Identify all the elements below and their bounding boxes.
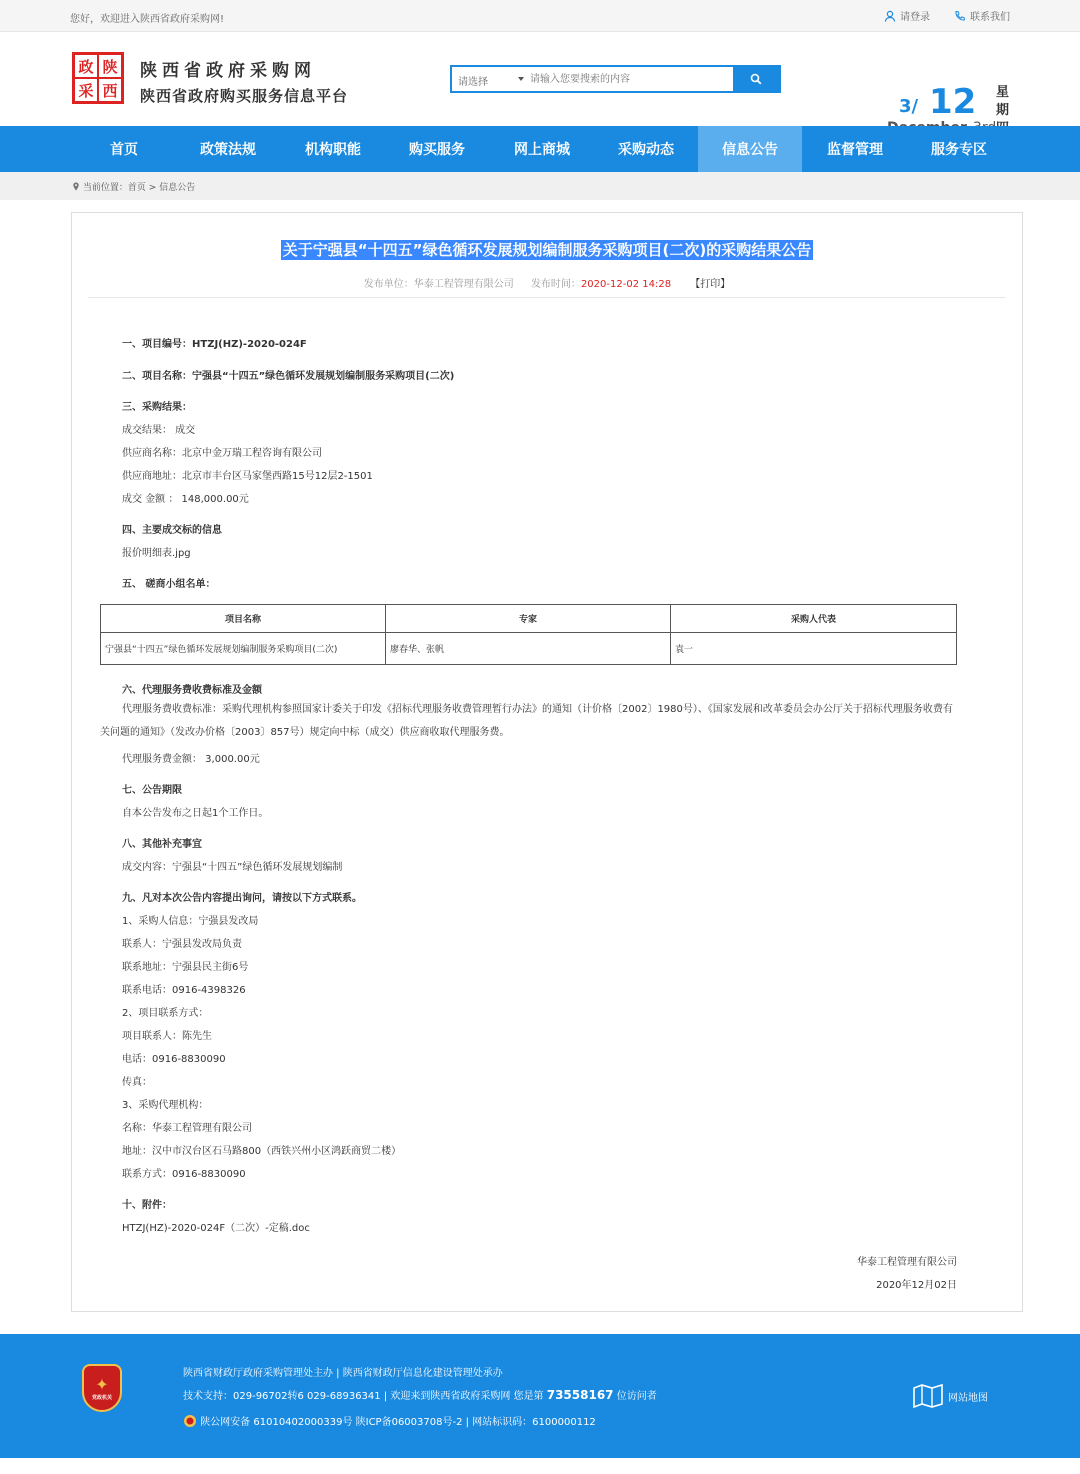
search-category-select[interactable]: 请选择 bbox=[452, 67, 524, 91]
site-logo[interactable] bbox=[72, 52, 124, 104]
attachment-price-list[interactable]: 报价明细表.jpg bbox=[122, 548, 191, 559]
table-header: 项目名称 bbox=[101, 605, 386, 633]
table-row bbox=[101, 633, 957, 665]
contact-line: 名称：华泰工程管理有限公司 bbox=[122, 1123, 252, 1134]
table-header-row bbox=[101, 605, 957, 633]
contact-link[interactable] bbox=[954, 8, 1010, 23]
publish-time: 2020-12-02 14:28 bbox=[580, 279, 672, 290]
nav-item-functions[interactable]: 机构职能 bbox=[305, 142, 361, 158]
footer-support bbox=[183, 1387, 657, 1402]
sitemap-label: 网站地图 bbox=[948, 1392, 988, 1404]
phone-icon bbox=[954, 10, 966, 22]
top-links bbox=[884, 8, 1010, 23]
search-icon bbox=[750, 73, 762, 85]
contact-line: 2、项目联系方式： bbox=[122, 1008, 209, 1019]
result-status: 成交结果： 成交 bbox=[122, 425, 196, 436]
contact-label: 联系我们 bbox=[970, 12, 1010, 23]
footer-visitor-suffix: 位访问者 bbox=[613, 1391, 657, 1402]
footer-record bbox=[183, 1413, 596, 1428]
nav-item-services[interactable]: 购买服务 bbox=[409, 142, 465, 158]
footer bbox=[0, 1334, 1080, 1458]
other-text: 成交内容：宁强县“十四五”绿色循环发展规划编制 bbox=[122, 862, 343, 873]
main-nav bbox=[0, 126, 1080, 172]
section-panel-heading: 五、 磋商小组名单： bbox=[122, 579, 216, 590]
contact-line: 地址：汉中市汉台区石马路800（西铁兴州小区鸿跃商贸二楼） bbox=[122, 1146, 402, 1157]
section-project-no: 一、项目编号：HTZJ(HZ)-2020-024F bbox=[122, 339, 307, 350]
nav-item-home[interactable]: 首页 bbox=[110, 142, 138, 158]
badge-emblem-icon: ✦ bbox=[95, 1375, 109, 1394]
breadcrumb bbox=[0, 172, 1080, 200]
signature-date: 2020年12月02日 bbox=[876, 1280, 957, 1291]
section-result-heading: 三、采购结果： bbox=[122, 402, 192, 413]
period-text: 自本公告发布之日起1个工作日。 bbox=[122, 808, 269, 819]
contact-line: 项目联系人：陈先生 bbox=[122, 1031, 212, 1042]
nav-item-supervision[interactable]: 监督管理 bbox=[827, 142, 883, 158]
weekday: 星期 bbox=[996, 85, 1010, 118]
article-meta bbox=[72, 275, 1022, 290]
footer-record-text: 陕公网安备 61010402000339号 陕ICP备06003708号-2 | 网站标识码：6100000112 bbox=[200, 1417, 596, 1428]
table-cell: 廖春华、张帆 bbox=[386, 633, 671, 665]
section-fee-heading: 六、代理服务费收费标准及金额 bbox=[122, 685, 262, 696]
date-day: 12 bbox=[929, 82, 977, 122]
breadcrumb-prefix: 当前位置： bbox=[82, 183, 128, 193]
footer-organizer: 陕西省财政厅政府采购管理处主办 | 陕西省财政厅信息化建设管理处承办 bbox=[183, 1368, 503, 1379]
search-button[interactable] bbox=[733, 67, 779, 91]
breadcrumb-separator: > bbox=[148, 183, 157, 193]
publish-time-label: 发布时间： bbox=[530, 279, 581, 290]
search-bar bbox=[450, 65, 781, 93]
login-link[interactable] bbox=[884, 8, 930, 23]
contact-line: 联系电话：0916-4398326 bbox=[122, 985, 246, 996]
sitemap-link[interactable] bbox=[912, 1382, 988, 1410]
signature-org: 华泰工程管理有限公司 bbox=[857, 1257, 957, 1268]
supplier-address: 供应商地址：北京市丰台区马家堡西路15号12层2-1501 bbox=[122, 471, 373, 482]
fee-amount: 代理服务费金额： 3,000.00元 bbox=[122, 754, 260, 765]
site-name bbox=[140, 56, 348, 106]
date-month-number: 3/ bbox=[899, 96, 919, 117]
top-bar bbox=[0, 0, 1080, 32]
location-pin-icon bbox=[72, 182, 80, 191]
breadcrumb-current[interactable]: 信息公告 bbox=[159, 183, 196, 193]
contact-line: 1、采购人信息：宁强县发改局 bbox=[122, 916, 259, 927]
logo-char: 政 bbox=[75, 55, 97, 77]
nav-item-policy[interactable]: 政策法规 bbox=[200, 142, 256, 158]
section-contact-heading: 九、凡对本次公告内容提出询问，请按以下方式联系。 bbox=[122, 893, 362, 904]
section-attachment-heading: 十、附件： bbox=[122, 1200, 172, 1211]
article-title-wrap bbox=[72, 239, 1022, 260]
map-icon bbox=[912, 1382, 944, 1410]
nav-item-mall[interactable]: 网上商城 bbox=[514, 142, 570, 158]
logo-char: 西 bbox=[99, 79, 121, 101]
nav-item-announcements[interactable]: 信息公告 bbox=[698, 126, 802, 172]
nav-item-news[interactable]: 采购动态 bbox=[618, 142, 674, 158]
footer-support-text: 技术支持：029-96702转6 029-68936341 | 欢迎来到陕西省政府采购网 您是第 bbox=[183, 1391, 547, 1402]
section-other-heading: 八、其他补充事宜 bbox=[122, 839, 202, 850]
table-cell: 袁一 bbox=[671, 633, 957, 665]
table-cell: 宁强县“十四五”绿色循环发展规划编制服务采购项目(二次) bbox=[101, 633, 386, 665]
contact-line: 电话：0916-8830090 bbox=[122, 1054, 226, 1065]
police-badge-icon bbox=[183, 1414, 197, 1428]
deal-amount: 成交 金额 ： 148,000.00元 bbox=[122, 494, 249, 505]
breadcrumb-home[interactable]: 首页 bbox=[127, 183, 146, 193]
publisher: 发布单位：华泰工程管理有限公司 bbox=[363, 279, 514, 290]
fee-standard-text: 代理服务费收费标准：采购代理机构参照国家计委关于印发《招标代理服务收费管理暂行办法》的通知（计价格〔2002〕1980号）、《国家发展和改革委员会办公厅关于招标代理服务收费有关问题的通知》（发改办价格〔2003〕857号）规定向中标（成交）供应商收取代理服务费。 bbox=[100, 704, 953, 738]
user-icon bbox=[884, 10, 896, 22]
logo-char: 采 bbox=[75, 79, 97, 101]
search-input[interactable] bbox=[524, 67, 733, 91]
article-title: 关于宁强县“十四五”绿色循环发展规划编制服务采购项目(二次)的采购结果公告 bbox=[282, 241, 812, 259]
welcome-text: 您好，欢迎进入陕西省政府采购网! bbox=[70, 14, 225, 25]
contact-line: 3、采购代理机构： bbox=[122, 1100, 209, 1111]
contact-line: 联系地址：宁强县民主街6号 bbox=[122, 962, 249, 973]
title-divider bbox=[88, 297, 1006, 298]
site-name-sub: 陕西省政府购买服务信息平台 bbox=[140, 87, 349, 105]
panel-table bbox=[100, 604, 957, 665]
table-header: 采购人代表 bbox=[671, 605, 957, 633]
login-label: 请登录 bbox=[900, 12, 930, 23]
contact-line: 联系方式：0916-8830090 bbox=[122, 1169, 246, 1180]
contact-line: 传真： bbox=[122, 1077, 152, 1088]
logo-char: 陕 bbox=[99, 55, 121, 77]
nav-item-service-zone[interactable]: 服务专区 bbox=[931, 142, 987, 158]
contact-line: 联系人：宁强县发改局负责 bbox=[122, 939, 242, 950]
visitor-count: 73558167 bbox=[546, 1388, 614, 1402]
site-name-main: 陕西省政府采购网 bbox=[140, 61, 316, 81]
section-subject-heading: 四、主要成交标的信息 bbox=[122, 525, 222, 536]
supplier-name: 供应商名称：北京中金万瑞工程咨询有限公司 bbox=[122, 448, 322, 459]
article-panel bbox=[71, 212, 1023, 1312]
section-period-heading: 七、公告期限 bbox=[122, 785, 182, 796]
badge-text: 党政机关 bbox=[91, 1395, 112, 1401]
print-link[interactable]: 【打印】 bbox=[690, 279, 731, 290]
attachment-doc[interactable]: HTZJ(HZ)-2020-024F（二次）-定稿.doc bbox=[122, 1223, 310, 1234]
section-project-name: 二、项目名称：宁强县“十四五”绿色循环发展规划编制服务采购项目(二次) bbox=[122, 371, 455, 382]
table-header: 专家 bbox=[386, 605, 671, 633]
header bbox=[0, 32, 1080, 126]
party-government-badge[interactable] bbox=[82, 1364, 122, 1412]
